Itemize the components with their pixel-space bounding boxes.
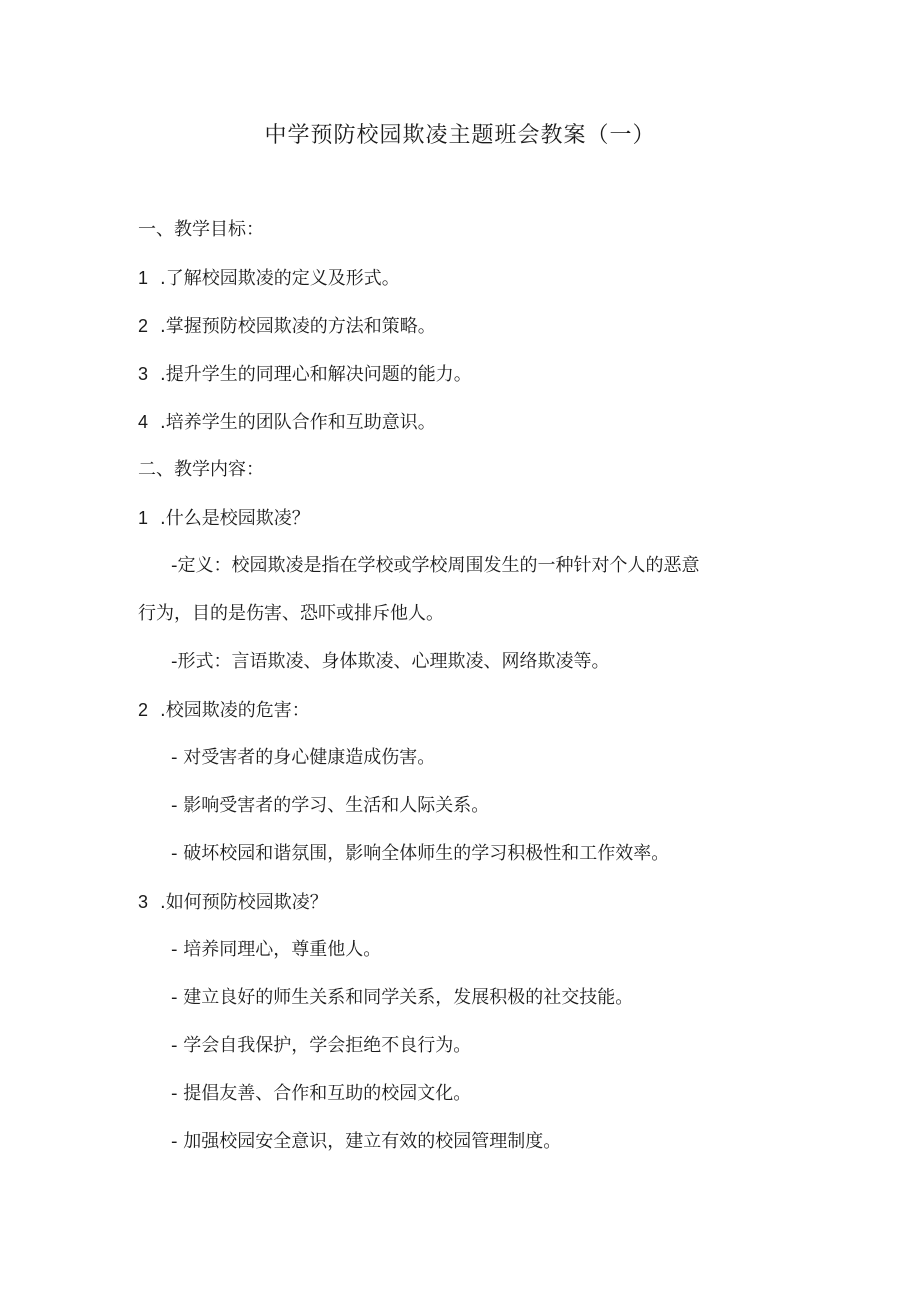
goal-item — [138, 310, 788, 358]
document-body — [138, 214, 788, 1174]
goal-item-text: .培养学生的团队合作和互助意识。 — [160, 412, 436, 433]
document-title: 中学预防校园欺凌主题班会教案（一） — [264, 123, 656, 148]
goal-item — [138, 406, 788, 454]
prevention-point: - 建立良好的师生关系和同学关系，发展积极的社交技能。 — [171, 987, 634, 1008]
goal-item — [138, 262, 788, 310]
prevention-point: - 培养同理心，尊重他人。 — [171, 939, 382, 960]
definition-paragraph-line-1: -定义：校园欺凌是指在学校或学校周围发生的一种针对个人的恶意 — [171, 555, 700, 576]
content-subheading-what-is-bullying — [138, 502, 788, 550]
prevention-point: - 提倡友善、合作和互助的校园文化。 — [171, 1083, 472, 1104]
goal-item — [138, 358, 788, 406]
subheading-text: .如何预防校园欺凌？ — [160, 892, 328, 913]
content-subheading-harms — [138, 694, 788, 742]
prevention-point: - 学会自我保护，学会拒绝不良行为。 — [171, 1035, 472, 1056]
harm-point: - 对受害者的身心健康造成伤害。 — [171, 747, 436, 768]
goal-item-number: 1 — [138, 268, 149, 288]
content-subheading-prevention — [138, 886, 788, 934]
goal-item-number: 4 — [138, 412, 149, 432]
subheading-number: 2 — [138, 700, 149, 720]
goal-item-text: .提升学生的同理心和解决问题的能力。 — [160, 364, 472, 385]
goal-item-text: .了解校园欺凌的定义及形式。 — [160, 268, 400, 289]
goal-item-text: .掌握预防校园欺凌的方法和策略。 — [160, 316, 436, 337]
subheading-number: 3 — [138, 892, 149, 912]
forms-paragraph: -形式：言语欺凌、身体欺凌、心理欺凌、网络欺凌等。 — [171, 651, 610, 672]
goal-item-number: 2 — [138, 316, 149, 336]
harm-point: - 破坏校园和谐氛围，影响全体师生的学习积极性和工作效率。 — [171, 843, 670, 864]
subheading-text: .校园欺凌的危害： — [160, 700, 310, 721]
definition-paragraph-line-2: 行为，目的是伤害、恐吓或排斥他人。 — [138, 603, 444, 624]
section-heading-teaching-content: 二、教学内容： — [138, 459, 264, 480]
subheading-number: 1 — [138, 508, 149, 528]
subheading-text: .什么是校园欺凌？ — [160, 508, 310, 529]
section-heading-teaching-goals: 一、教学目标： — [138, 219, 264, 240]
harm-point: - 影响受害者的学习、生活和人际关系。 — [171, 795, 490, 816]
goal-item-number: 3 — [138, 364, 149, 384]
prevention-point: - 加强校园安全意识，建立有效的校园管理制度。 — [171, 1131, 562, 1152]
